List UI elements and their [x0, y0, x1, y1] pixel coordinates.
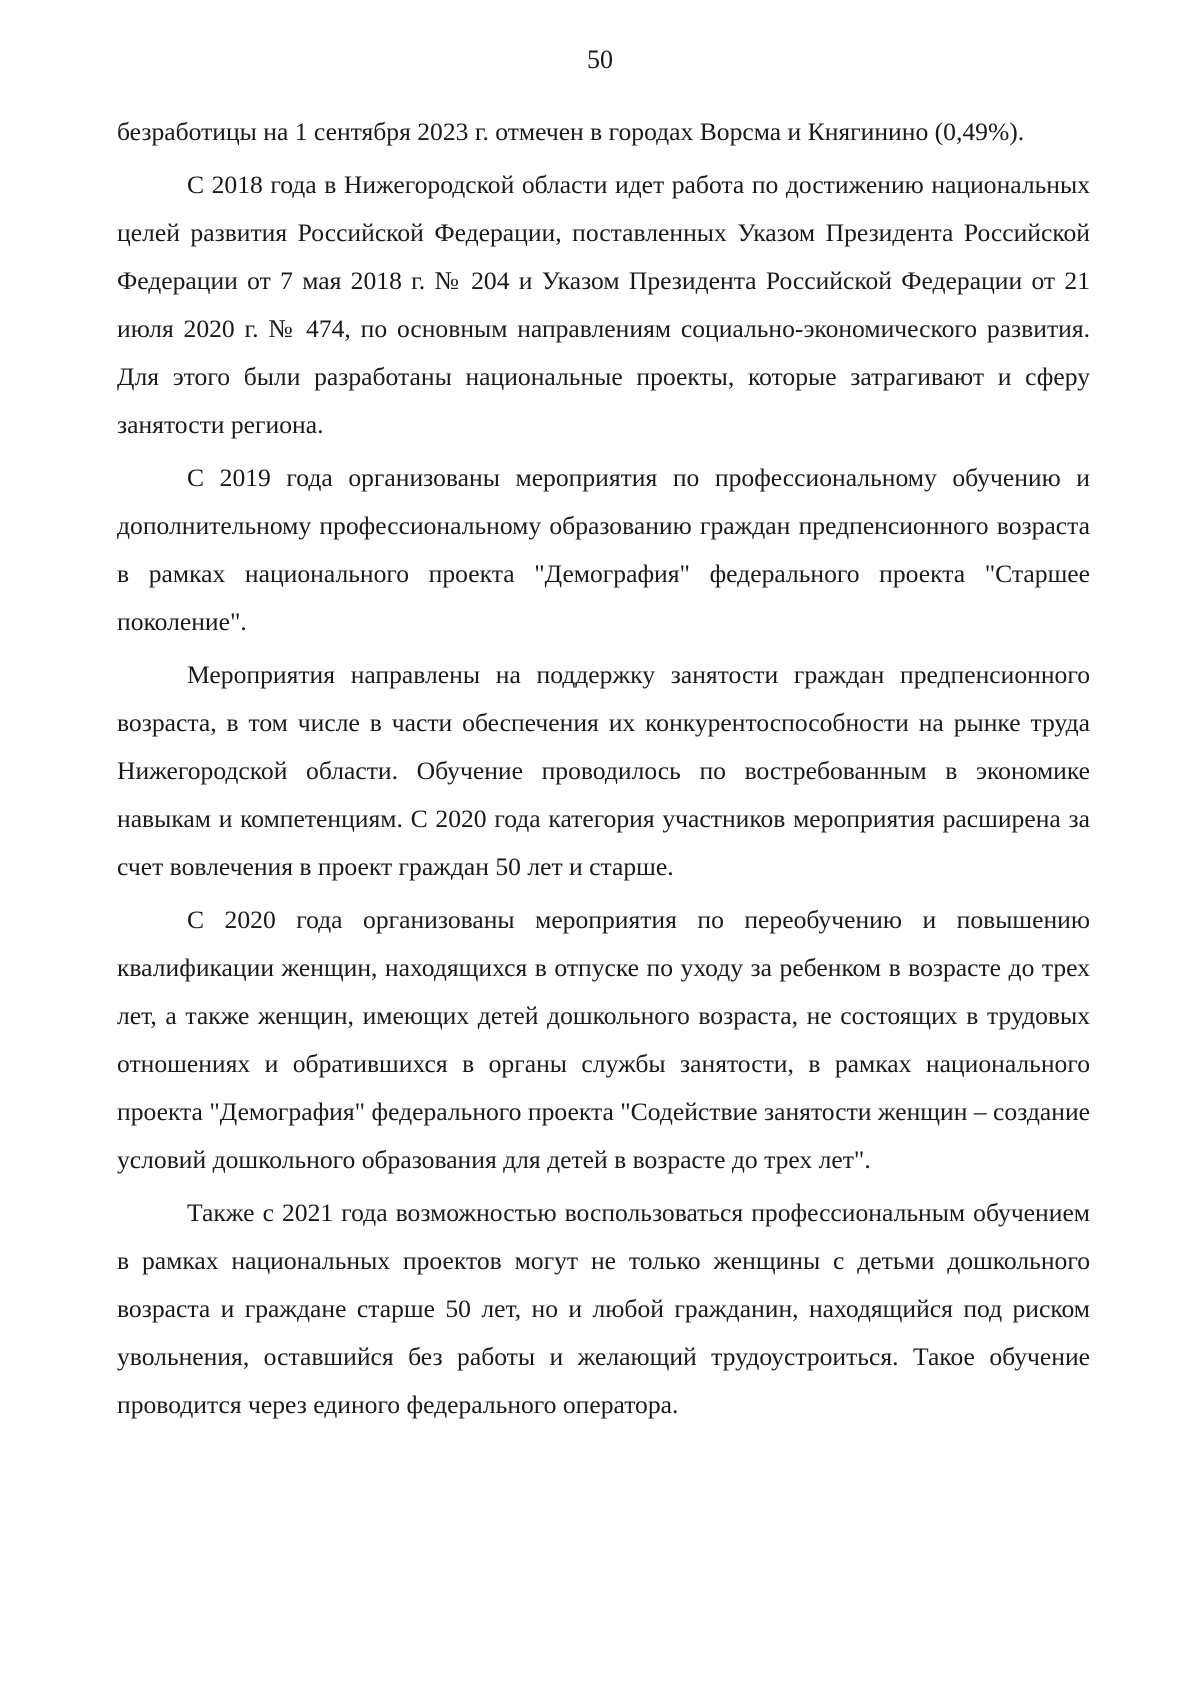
paragraph-preretirement-employment: Мероприятия направлены на поддержку занятости граждан предпенсионного возраста, в том числе в части обеспечения их конкурентоспособности на рынке труда Нижегородской области. Обучение проводилось по востребованным в экономике навыкам и компетенциям. С 2020 года категория участников мероприятия расширена за счет вовлечения в проект граждан 50 лет и старше.: [117, 660, 1090, 881]
page-number: 50: [587, 45, 613, 74]
paragraph-women-retraining: С 2020 года организованы мероприятия по переобучению и повышению квалификации женщин, находящихся в отпуске по уходу за ребенком в возрасте до трех лет, а также женщин, имеющих детей дошкольного возраста, не состоящих в трудовых отношениях и обратившихся в органы службы занятости, в рамках национального проекта "Демография" федерального проекта "Содействие занятости женщин – создание условий дошкольного образования для детей в возрасте до трех лет".: [117, 905, 1090, 1174]
paragraph-unemployment-continuation: безработицы на 1 сентября 2023 г. отмечен в городах Ворсма и Княгинино (0,49%).: [117, 117, 1025, 146]
document-body: [117, 108, 1090, 1434]
paragraph-older-generation-project: С 2019 года организованы мероприятия по профессиональному обучению и дополнительному профессиональному образованию граждан предпенсионного возраста в рамках национального проекта "Демография" федерального проекта "Старшее поколение".: [117, 463, 1090, 636]
paragraph-federal-operator-training: Также с 2021 года возможностью воспользоваться профессиональным обучением в рамках национальных проектов могут не только женщины с детьми дошкольного возраста и граждане старше 50 лет, но и любой гражданин, находящийся под риском увольнения, оставшийся без работы и желающий трудоустроиться. Такое обучение проводится через единого федерального оператора.: [117, 1198, 1090, 1419]
paragraph-national-goals: С 2018 года в Нижегородской области идет работа по достижению национальных целей развития Российской Федерации, поставленных Указом Президента Российской Федерации от 7 мая 2018 г. № 204 и Указом Президента Российской Федерации от 21 июля 2020 г. № 474, по основным направлениям социально-экономического развития. Для этого были разработаны национальные проекты, которые затрагивают и сферу занятости региона.: [117, 170, 1090, 439]
